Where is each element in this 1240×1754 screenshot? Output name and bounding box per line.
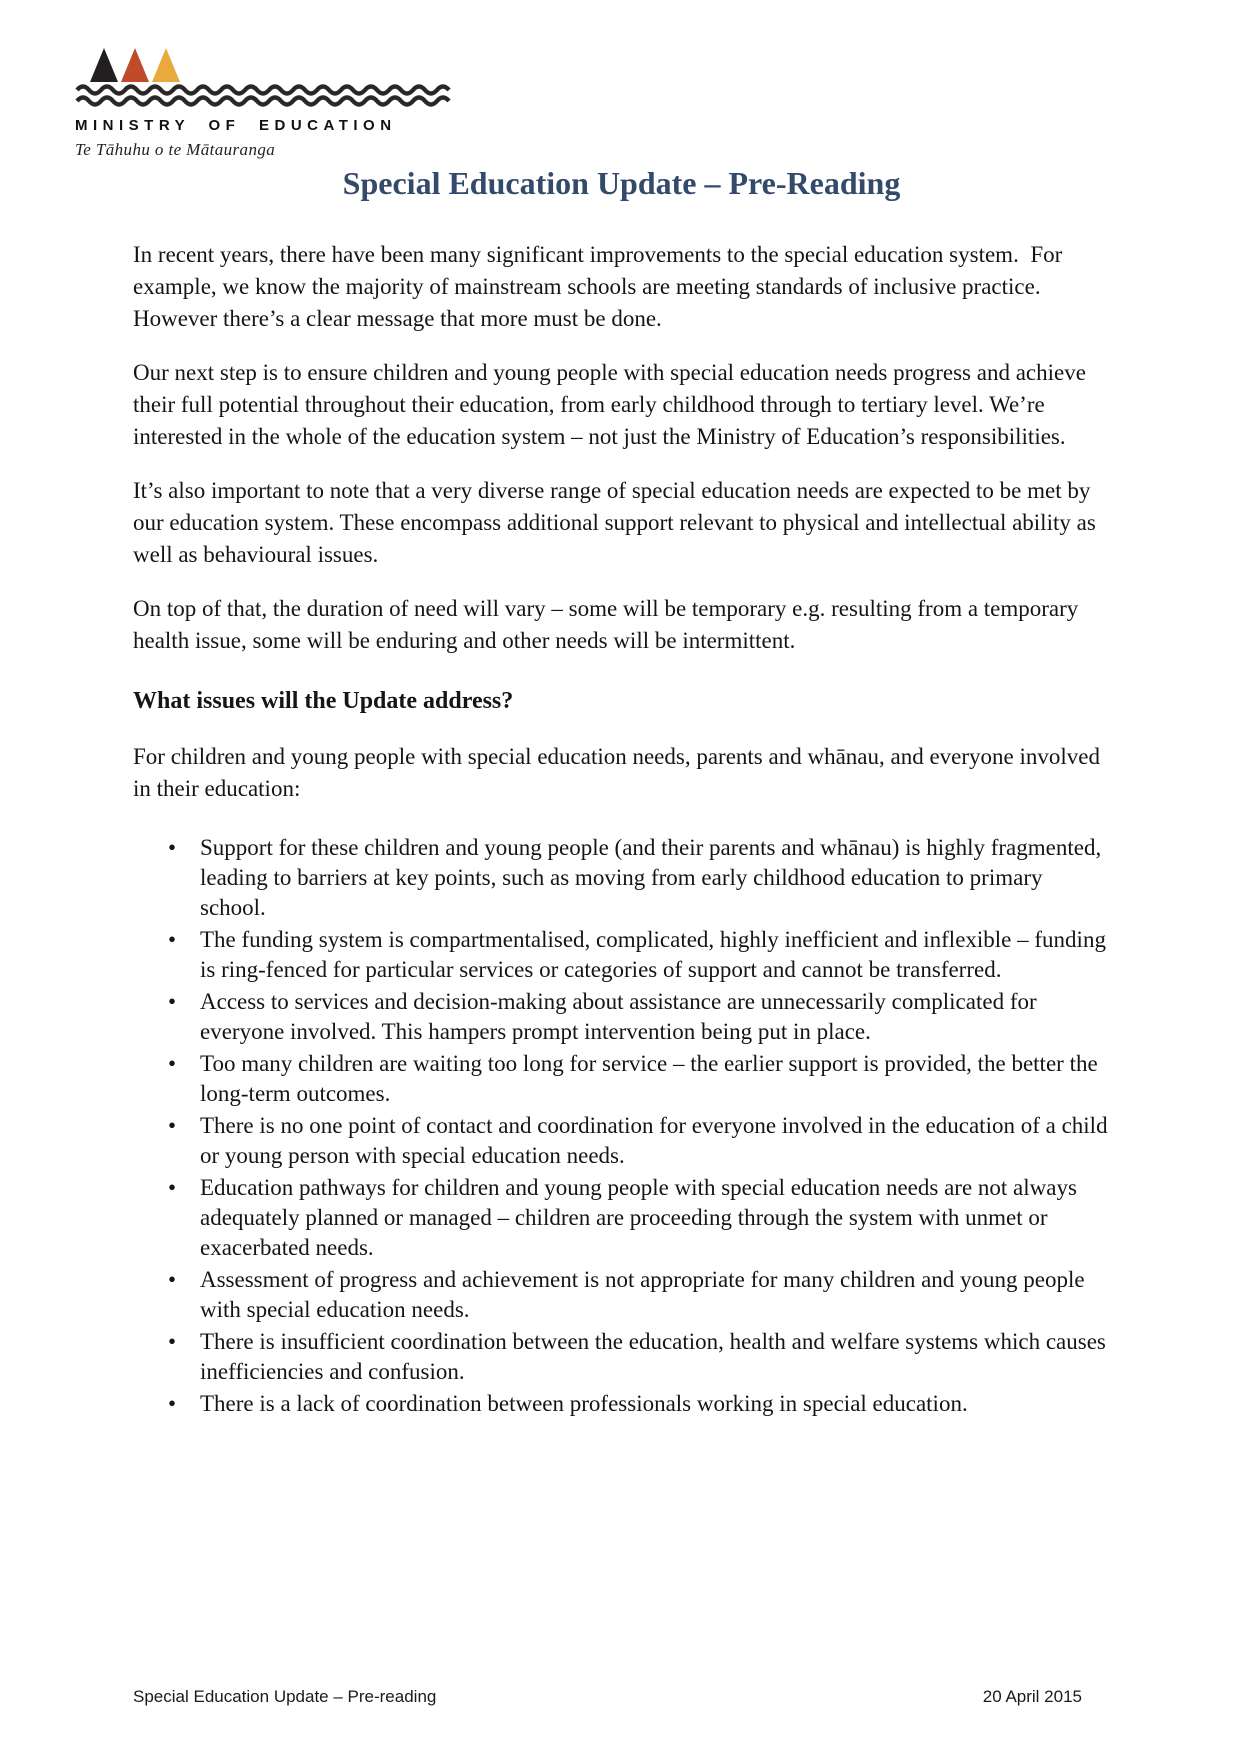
logo-waves-icon: [75, 82, 453, 109]
list-item-2: • The funding system is compartmentalised, complicated, highly inefficient and inflexible – funding is ring-fenced for particular services or categories of support and cannot be transferred.: [168, 925, 1110, 985]
logo-wave-top: [77, 87, 449, 94]
paragraph-2: Our next step is to ensure children and young people with special education needs progress and achieve their full potential throughout their education, from early childhood through to tertiary level. We’re interested in the whole of the education system – not just the Ministry of Education’s responsibilities.: [133, 360, 1092, 449]
list-item-3: • Access to services and decision-making about assistance are unnecessarily complicated for everyone involved. This hampers prompt intervention being put in place.: [168, 987, 1110, 1047]
list-item-4: • Too many children are waiting too long for service – the earlier support is provided, the better the long-term outcomes.: [168, 1049, 1110, 1109]
list-item-6: • Education pathways for children and young people with special education needs are not always adequately planned or managed – children are proceeding through the system with unmet or exacerbated needs.: [168, 1173, 1110, 1263]
document-body: [133, 163, 1114, 1421]
list-item-5: • There is no one point of contact and coordination for everyone involved in the education of a child or young person with special education needs.: [168, 1111, 1110, 1171]
paragraph-1: In recent years, there have been many significant improvements to the special education system. For example, we know the majority of mainstream schools are meeting standards of inclusive practice. However there’s a clear message that more must be done.: [133, 242, 1069, 331]
page-footer: [133, 1687, 1082, 1707]
ministry-maori-name: Te Tāhuhu o te Mātauranga: [75, 140, 276, 159]
logo-triangle-red: [121, 48, 149, 82]
section-heading: What issues will the Update address?: [133, 688, 514, 714]
page-title: Special Education Update – Pre-Reading: [342, 165, 901, 201]
list-item-9: • There is a lack of coordination between professionals working in special education.: [168, 1389, 1110, 1419]
ministry-name: MINISTRY OF EDUCATION: [75, 117, 397, 134]
list-item-7: • Assessment of progress and achievement is not appropriate for many children and young people with special education needs.: [168, 1265, 1110, 1325]
paragraph-4: On top of that, the duration of need will vary – some will be temporary e.g. resulting from a temporary health issue, some will be enduring and other needs will be intermittent.: [133, 596, 1085, 653]
section-intro: For children and young people with special education needs, parents and whānau, and everyone involved in their education:: [133, 744, 1106, 801]
list-item-1: • Support for these children and young people (and their parents and whānau) is highly fragmented, leading to barriers at key points, such as moving from early childhood education to primary school.: [168, 833, 1110, 923]
issues-list: [168, 833, 1114, 1419]
footer-date: 20 April 2015: [982, 1687, 1082, 1706]
logo-triangle-black: [90, 48, 118, 82]
list-item-8: • There is insufficient coordination between the education, health and welfare systems which causes inefficiencies and confusion.: [168, 1327, 1110, 1387]
footer-document-title: Special Education Update – Pre-reading: [133, 1687, 437, 1706]
paragraph-3: It’s also important to note that a very diverse range of special education needs are expected to be met by our education system. These encompass additional support relevant to physical and intellectual ability as well as behavioural issues.: [133, 478, 1102, 567]
logo-triangles-icon: [88, 46, 182, 84]
logo-triangle-gold: [152, 48, 180, 82]
logo-wave-bottom: [77, 98, 449, 105]
ministry-logo: [75, 46, 475, 160]
